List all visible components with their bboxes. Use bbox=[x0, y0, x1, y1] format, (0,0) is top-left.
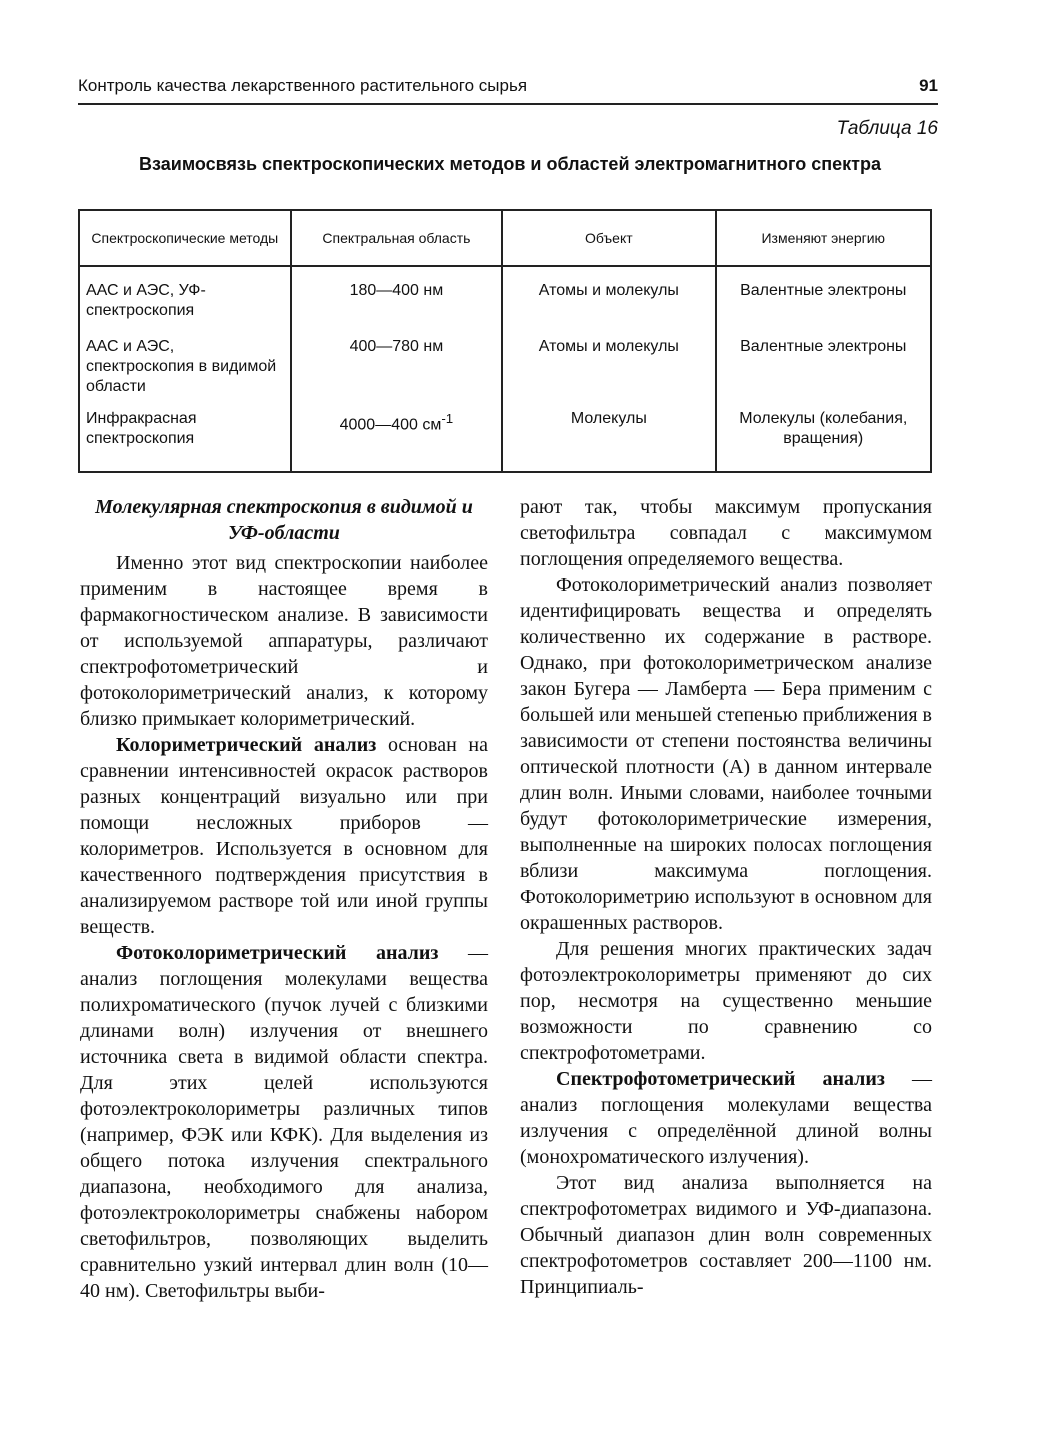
table-row bbox=[79, 266, 931, 327]
table-cell: Молекулы bbox=[502, 405, 715, 472]
term: Спектрофотометрический анализ bbox=[556, 1068, 885, 1090]
table-row bbox=[79, 327, 931, 405]
paragraph bbox=[520, 1066, 932, 1170]
paragraph bbox=[80, 732, 488, 940]
running-title: Контроль качества лекарственного растительного сырья bbox=[78, 76, 528, 95]
table-cell: Валентные электроны bbox=[716, 327, 931, 405]
table-cell: 180—400 нм bbox=[291, 266, 502, 327]
header-rule bbox=[78, 103, 938, 105]
table-label: Таблица 16 bbox=[836, 118, 938, 139]
paragraph-text: — анализ поглощения молекулами вещества излучения с определённой длиной волны (монохроматического излучения). bbox=[520, 1068, 933, 1168]
paragraph bbox=[80, 940, 488, 1304]
paragraph: Этот вид анализа выполняется на спектрофотометрах видимого и УФ-диапазона. Обычный диапазон длин волн современных спектрофотометров составляет 200—1100 нм. Принципиаль- bbox=[520, 1172, 932, 1298]
paragraph: Фотоколориметрический анализ позволяет идентифицировать вещества и определять количественно их содержание в растворе. Однако, при фотоколориметрическом анализе закон Бугера — Ламберта — Бера применим с большей или меньшей степенью приближения в зависимости от степени постоянства величины оптической плотности (А) в данном интервале длин волн. Иными словами, наиболее точными будут фотоколориметрические измерения, выполненные на широких полосах поглощения вблизи максимума поглощения. Фотоколориметрию используют в основном для окрашенных растворов. bbox=[520, 574, 932, 934]
table-cell: Инфракрасная спектроскопия bbox=[79, 405, 291, 472]
table-cell: ААС и АЭС, УФ-спектроскопия bbox=[79, 266, 291, 327]
ir-range: 4000—400 см bbox=[339, 416, 442, 434]
paragraph-text: основан на сравнении интенсивностей окрасок растворов разных концентраций визуально или при помощи несложных приборов — колориметров. Используется в основном для качественного подтверждения присутствия в анализируемом растворе той или иной группы веществ. bbox=[80, 734, 488, 938]
table-cell bbox=[291, 405, 502, 472]
term: Фотоколориметрический анализ bbox=[116, 942, 439, 964]
table-cell: Атомы и молекулы bbox=[502, 327, 715, 405]
column-header: Изменяют энергию bbox=[716, 210, 931, 266]
paragraph: Для решения многих практических задач фотоэлектроколориметры применяют до сих пор, несмотря на существенно меньшие возможности по сравнению со спектрофотометрами. bbox=[520, 938, 932, 1064]
right-column bbox=[520, 494, 932, 1300]
paragraph: рают так, чтобы максимум пропускания светофильтра совпадал с максимумом поглощения определяемого вещества. bbox=[520, 496, 932, 570]
column-header: Спектроскопические методы bbox=[79, 210, 291, 266]
table-caption: Взаимосвязь спектроскопических методов и областей электромагнитного спектра bbox=[139, 154, 881, 174]
unit-superscript: -1 bbox=[441, 411, 454, 426]
paragraph: Именно этот вид спектроскопии наиболее применим в настоящее время в фармакогностическом анализе. В зависимости от используемой аппаратуры, различают спектрофотометрический и фотоколориметрический анализ, к которому близко примыкает колориметрический. bbox=[80, 552, 488, 730]
table-row bbox=[79, 405, 931, 472]
table-cell: Валентные электроны bbox=[716, 266, 931, 327]
running-header bbox=[78, 72, 938, 102]
section-heading: Молекулярная спектроскопия в видимой и УФ-области bbox=[95, 496, 473, 544]
table-cell: 400—780 нм bbox=[291, 327, 502, 405]
page-number: 91 bbox=[919, 76, 938, 95]
left-column bbox=[80, 494, 488, 1304]
column-header: Спектральная область bbox=[291, 210, 502, 266]
table-header-row bbox=[79, 210, 931, 266]
paragraph-text: — анализ поглощения молекулами вещества полихроматического (пучок лучей с близкими длинами волн) излучения от внешнего источника света в видимой области спектра. Для этих целей используются фотоэлектроколориметры различных типов (например, ФЭК или КФК). Для выделения из общего потока излучения спектрального диапазона, необходимого для анализа, фотоэлектроколориметры снабжены набором светофильтров, позволяющих выделить сравнительно узкий интервал длин волн (10—40 нм). Светофильтры выби- bbox=[80, 942, 488, 1302]
table-cell: ААС и АЭС, спектроскопия в видимой области bbox=[79, 327, 291, 405]
column-header: Объект bbox=[502, 210, 715, 266]
table-cell: Молекулы (колебания, вращения) bbox=[716, 405, 931, 472]
spectroscopy-table bbox=[78, 209, 932, 473]
term: Колориметрический анализ bbox=[116, 734, 377, 756]
table-cell: Атомы и молекулы bbox=[502, 266, 715, 327]
